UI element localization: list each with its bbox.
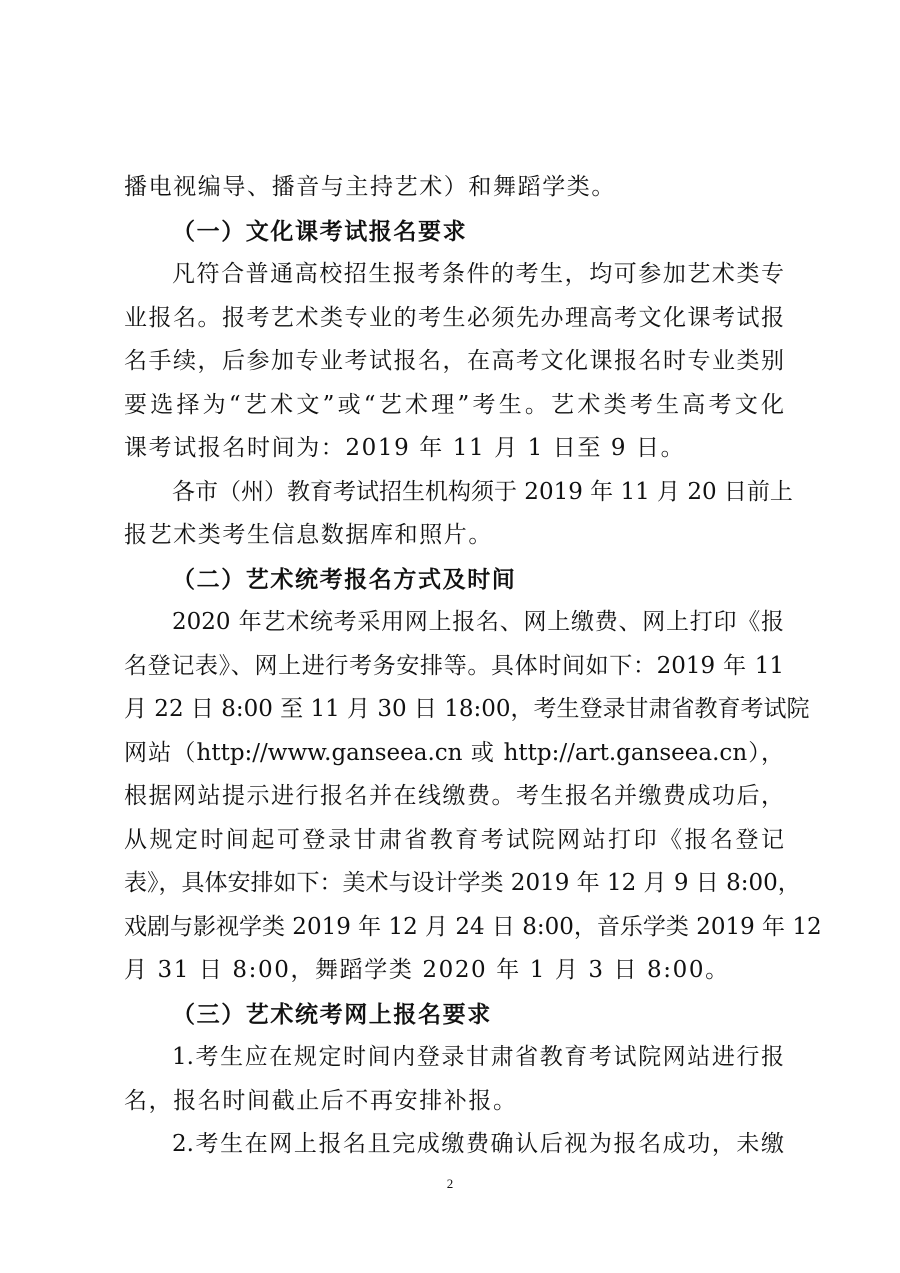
section-heading-3: （三）艺术统考网上报名要求 xyxy=(172,1000,492,1028)
page-number: 2 xyxy=(446,1176,454,1191)
paragraph-line: 2.考生在网上报名且完成缴费确认后视为报名成功，未缴 xyxy=(172,1131,784,1157)
paragraph-line: 名登记表》、网上进行考务安排等。具体时间如下：2019 年 11 xyxy=(124,652,784,679)
paragraph-line: 从规定时间起可登录甘肃省教育考试院网站打印《报名登记 xyxy=(124,826,784,853)
document-body xyxy=(124,166,822,1167)
section-heading-2: （二）艺术统考报名方式及时间 xyxy=(172,565,517,593)
paragraph-line: 名手续，后参加专业考试报名，在高考文化课报名时专业类别 xyxy=(124,348,784,374)
paragraph-line: 戏剧与影视学类 2019 年 12 月 24 日 8:00，音乐学类 2019 年 12 xyxy=(124,913,822,940)
section-heading-1: （一）文化课考试报名要求 xyxy=(172,217,468,245)
paragraph-line: 2020 年艺术统考采用网上报名、网上缴费、网上打印《报 xyxy=(172,609,784,635)
paragraph-line: 要选择为“艺术文”或“艺术理”考生。艺术类考生高考文化 xyxy=(124,391,784,418)
paragraph-line: 1.考生应在规定时间内登录甘肃省教育考试院网站进行报 xyxy=(172,1044,784,1070)
paragraph-line: 报艺术类考生信息数据库和照片。 xyxy=(124,522,493,548)
paragraph-line: 月 31 日 8:00，舞蹈学类 2020 年 1 月 3 日 8:00。 xyxy=(124,957,730,983)
paragraph-line: 名，报名时间截止后不再安排补报。 xyxy=(124,1087,518,1114)
paragraph-line: 播电视编导、播音与主持艺术）和舞蹈学类。 xyxy=(124,174,616,200)
paragraph-line: 各市（州）教育考试招生机构须于 2019 年 11 月 20 日前上 xyxy=(172,478,793,505)
paragraph-line: 月 22 日 8:00 至 11 月 30 日 18:00，考生登录甘肃省教育考试院 xyxy=(124,696,810,722)
paragraph-line: 业报名。报考艺术类专业的考生必须先办理高考文化课考试报 xyxy=(124,304,784,331)
paragraph-line: 根据网站提示进行报名并在线缴费。考生报名并缴费成功后， xyxy=(124,783,784,809)
paragraph-line: 网站（http://www.ganseea.cn 或 http://art.ganseea.cn）， xyxy=(124,739,784,766)
paragraph-line: 表》，具体安排如下：美术与设计学类 2019 年 12 月 9 日 8:00， xyxy=(124,870,801,896)
paragraph-line: 凡符合普通高校招生报考条件的考生，均可参加艺术类专 xyxy=(172,261,784,287)
paragraph-line: 课考试报名时间为：2019 年 11 月 1 日至 9 日。 xyxy=(124,435,686,461)
